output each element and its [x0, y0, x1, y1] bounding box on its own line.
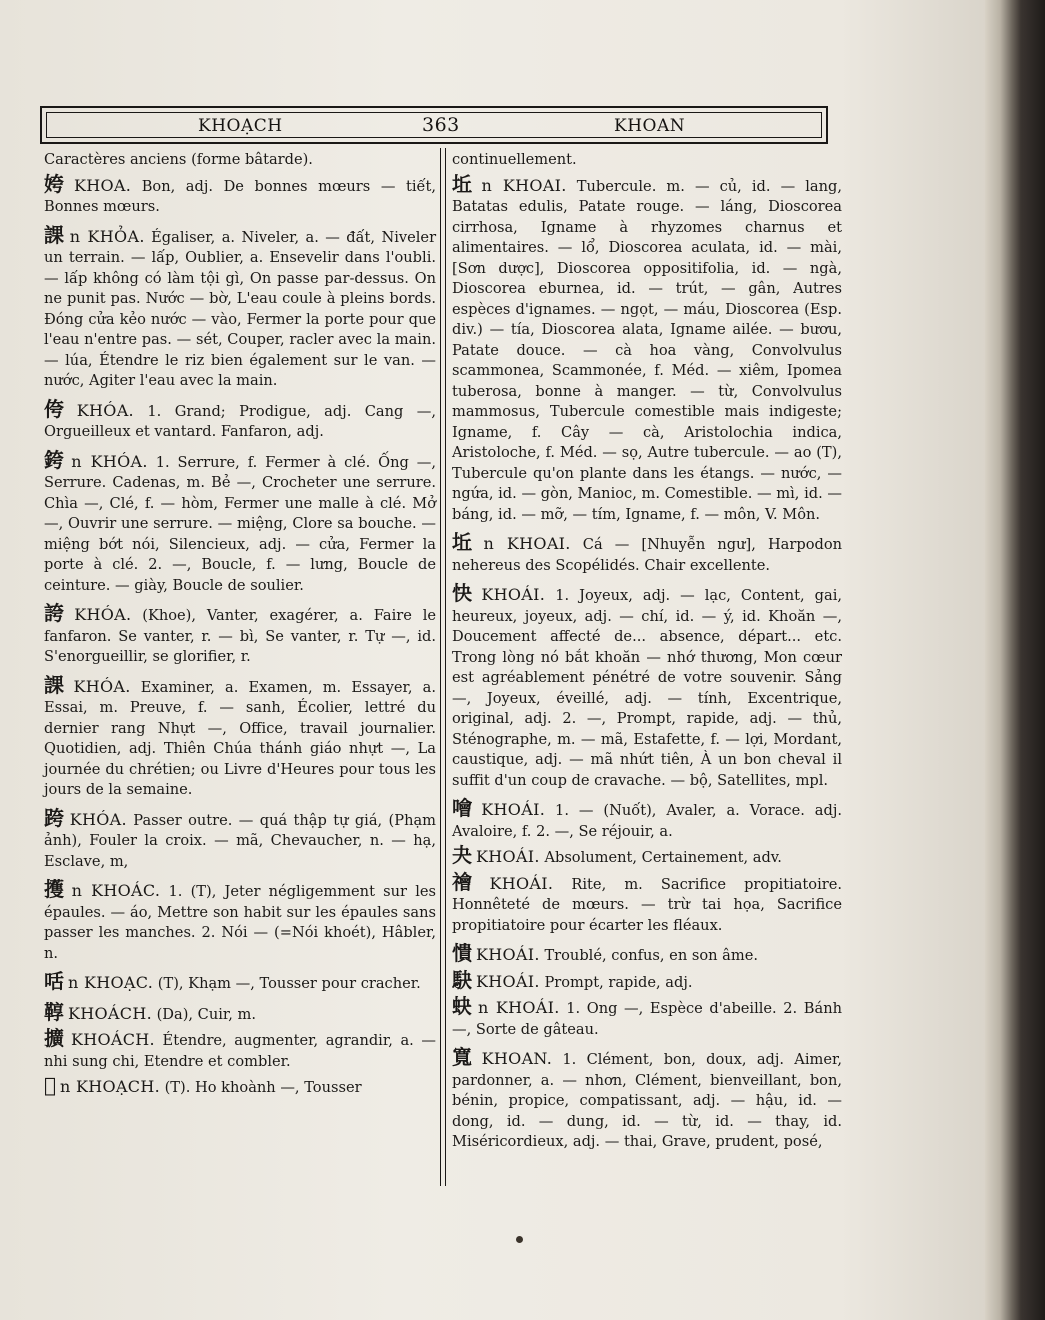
dictionary-entry	[44, 1075, 436, 1099]
chinese-character: 鞟	[44, 999, 64, 1024]
chinese-character: 憒	[452, 941, 472, 965]
entry-headword: KHOÁCH.	[68, 1003, 152, 1023]
dictionary-entry: Caractères anciens (forme bâtarde).	[44, 151, 313, 168]
entry-headword: KHOÁI.	[481, 585, 546, 604]
dictionary-entry	[452, 967, 842, 994]
dictionary-entry	[44, 396, 437, 443]
entry-definition: 1. — (Nuốt), Avaler, a. Vorace. adj. Avaloire, f. 2. —, Se réjouir, a.	[452, 802, 842, 840]
dictionary-entry	[452, 1047, 842, 1153]
dictionary-entry	[44, 222, 437, 392]
entry-definition: Bon, adj. De bonnes mœurs — tiết, Bonnes mœurs.	[44, 177, 437, 215]
entry-definition: 1. Clément, bon, doux, adj. Aimer, pardonner, a. — nhơn, Clément, bienveillant, bon, bénin, propice, compatissant, adj. — hậu, id. — dong, id. — dung, id. — từ, id. — thay, id. Miséricordieux, adj. — thai, Grave, prudent, posé,	[452, 1051, 842, 1150]
entry-definition: (Da), Cuir, m.	[156, 1005, 257, 1023]
dictionary-entry	[44, 879, 436, 964]
dictionary-entry	[44, 971, 436, 995]
entry-headword: n KHOÁI.	[477, 998, 560, 1017]
entry-definition: (T), Khạm —, Tousser pour cracher.	[157, 975, 421, 992]
header-left-word: KHOẠCH	[198, 116, 283, 136]
ink-spot-mark	[516, 1236, 523, 1243]
entry-headword: n KHOAI.	[481, 175, 567, 195]
chinese-character: 坵	[452, 530, 480, 554]
chinese-character: 駃	[452, 967, 472, 992]
chinese-character: 銙	[44, 447, 68, 472]
entry-headword: KHÓA.	[76, 400, 134, 420]
entry-headword: KHÓA.	[73, 676, 131, 696]
entry-headword: KHOAN.	[481, 1049, 553, 1068]
entry-headword: KHÓA.	[69, 809, 127, 829]
entry-headword: KHOA.	[73, 175, 132, 195]
entry-definition: Rite, m. Sacrifice propitiatoire. Honnêteté de mœurs. — trừ tai họa, Sacrifice propitiatoire pour écarter les fléaux.	[452, 875, 843, 934]
entry-headword: n KHỎA.	[69, 226, 145, 246]
entry-headword: KHOÁI.	[476, 971, 540, 991]
left-column	[44, 150, 436, 1106]
entry-definition: Examiner, a. Examen, m. Essayer, a. Essai, m. Preuve, f. — sanh, Écolier, lettré du dernier rang Nhựt —, Office, travail journalier. Quotidien, adj. Thiên Chúa thánh giáo nhựt —, La journée du chrétien; ou Livre d'Heures pour tous les jours de la semaine.	[44, 678, 437, 798]
chinese-character: 課	[44, 222, 66, 247]
entry-definition: 1. (T), Jeter négligemment sur les épaules. — áo, Mettre son habit sur les épaules sans passer les manches. 2. Nói — (=Nói khoét), Hâbler, n.	[44, 883, 436, 962]
entry-headword: KHÓA.	[74, 605, 132, 624]
chinese-character: 夬	[452, 843, 472, 867]
chinese-character: 咶	[44, 969, 64, 993]
dictionary-entry	[44, 171, 437, 218]
entry-definition: Égaliser, a. Niveler, a. — đất, Niveler un terrain. — lấp, Oublier, a. Ensevelir dans l'oubli. — lấp không có làm tội gì, On passe par-dessus. On ne punit pas. Nước — bờ, L'eau coule à pleins bords. Đóng cửa kẻo nước — vào, Fermer la porte pour que l'eau n'entre pas. — sét, Couper, racler avec la main. — lúa, Étendre le riz bien également sur le van. — nước, Agiter l'eau avec la main.	[44, 228, 437, 389]
chinese-character: 課	[44, 672, 70, 697]
dictionary-entry	[44, 999, 436, 1026]
entry-headword: n KHOÁC.	[71, 881, 161, 900]
dictionary-entry	[452, 171, 843, 526]
entry-headword: KHOÁI.	[481, 800, 546, 819]
book-page-edge	[985, 0, 1045, 1320]
chinese-character: 蚗	[452, 994, 474, 1018]
chinese-character: 擭	[44, 877, 68, 901]
entry-definition: 1. Joyeux, adj. — lạc, Content, gai, heureux, joyeux, adj. — chí, id. — ý, id. Khoăn —, Doucement affecté de... absence, départ... etc. Trong lòng nó bắt khoăn — nhớ thương, Mon cœur est agréablement pénétré de votre souvenir. Sảng —, Joyeux, éveillé, adj. — tính, Excentrique, original, adj. 2. —, Prompt, rapide, adj. — thủ, Sténographe, m. — mã, Estafette, f. — lợi, Mordant, caustique, adj. — mã nhứt tiên, À un bon cheval il suffit d'un coup de cravache. — bộ, Satellites, mpl.	[452, 587, 843, 789]
chinese-character: 侉	[44, 396, 73, 421]
entry-definition: Troublé, confus, en son âme.	[544, 947, 758, 964]
dictionary-entry	[452, 798, 842, 842]
dictionary-entry	[452, 532, 842, 576]
entry-definition: 1. Grand; Prodigue, adj. Cang —, Orgueilleux et vantard. Fanfaron, adj.	[44, 402, 437, 440]
chinese-character: 噲	[452, 796, 478, 820]
dictionary-entry	[44, 1028, 436, 1072]
entry-headword: n KHOAI.	[483, 534, 571, 553]
entry-headword: KHOÁI.	[476, 945, 540, 964]
header-right-word: KHOAN	[614, 116, 686, 136]
running-header	[40, 106, 828, 144]
dictionary-entry	[452, 845, 842, 869]
dictionary-entry	[44, 672, 437, 801]
entry-definition: 1. Ong —, Espèce d'abeille. 2. Bánh —, Sorte de gâteau.	[452, 1000, 843, 1038]
entry-definition: 1. Serrure, f. Fermer à clé. Ống —, Serrure. Cadenas, m. Bẻ —, Crocheter une serrure. Chìa —, Clé, f. — hòm, Fermer une malle à clé. Mở —, Ouvrir une serrure. — miệng, Clore sa bouche. — miệng bớt nói, Silencieux, adj. — cửa, Fermer la porte à clé. 2. —, Boucle, f. — lưng, Boucle de ceinture. — giày, Boucle de soulier.	[44, 453, 437, 594]
chinese-character: 姱	[44, 171, 70, 196]
dictionary-entry	[452, 943, 842, 967]
dictionary-entry	[44, 603, 436, 668]
chinese-character: 坵	[452, 171, 478, 196]
entry-headword: KHOÁI.	[489, 873, 554, 893]
chinese-character: 擴	[44, 1026, 67, 1050]
entry-definition: (T). Ho khoành —, Tousser	[164, 1079, 362, 1096]
dictionary-entry	[44, 805, 437, 873]
chinese-character: 禬	[452, 869, 486, 894]
page-number: 363	[422, 114, 460, 136]
entry-headword: n KHÓA.	[71, 451, 148, 471]
dictionary-entry	[44, 447, 437, 597]
entry-definition: Étendre, augmenter, agrandir, a. — nhi sung chi, Etendre et combler.	[44, 1032, 437, 1070]
entry-definition: Absolument, Certainement, adv.	[544, 849, 782, 866]
chinese-character: 快	[452, 581, 478, 605]
entry-headword: KHOÁCH.	[70, 1030, 155, 1049]
dictionary-entry: continuellement.	[452, 151, 577, 168]
entry-headword: n KHOẠC.	[68, 973, 154, 992]
column-divider	[440, 148, 446, 1186]
entry-definition: Tubercule. m. — củ, id. — lang, Batatas edulis, Patate rouge. — láng, Dioscorea cirrhosa, Igname à rhyzomes charnus et alimentaires. — lổ, Dioscorea aculata, id. — mài, [Sơn dược], Dioscorea oppositifolia, id. — ngà, Dioscorea eburnea, id. — trút, — gân, Autres espèces d'ignames. — ngọt, — máu, Dioscorea (Esp. div.) — tía, Dioscorea alata, Igname ailée. — bươu, Patate douce. — cà hoa vàng, Convolvulus scammonea, Scammonée, f. Méd. — xiêm, Ipomea tuberosa, bonne à manger. — từ, Convolvulus mammosus, Tubercule comestible mais indigeste; Igname, f. Cây — cà, Aristolochia indica, Aristoloche, f. Méd. — sọ, Autre tubercule. — ao (T), Tubercule qu'on plante dans les étangs. — nước, — ngứa, id. — gòn, Manioc, m. Comestible. — mì, id. — báng, id. — mỡ, — tím, Igname, f. — môn, V. Môn.	[452, 177, 843, 523]
entry-definition: (Khoe), Vanter, exagérer, a. Faire le fanfaron. Se vanter, r. — bì, Se vanter, r. Tự —, id. S'enorgueillir, se glorifier, r.	[44, 607, 437, 665]
right-column	[452, 150, 842, 1160]
entry-definition: Passer outre. — quá thập tự giá, (Phạm ảnh), Fouler la croix. — mã, Chevaucher, n. — hạ, Esclave, m,	[44, 811, 437, 870]
entry-definition: Cá — [Nhuyễn ngư], Harpodon nehereus des Scopélidés. Chair excellente.	[452, 536, 843, 574]
chinese-character: 寬	[452, 1045, 478, 1069]
chinese-character: 𠹾	[44, 1073, 57, 1097]
dictionary-entry	[452, 869, 843, 937]
entry-headword: KHOÁI.	[476, 847, 540, 866]
entry-headword: n KHOẠCH.	[60, 1077, 160, 1096]
dictionary-entry	[452, 583, 842, 791]
entry-definition: Prompt, rapide, adj.	[544, 973, 693, 991]
chinese-character: 誇	[44, 601, 71, 625]
dictionary-entry	[452, 996, 842, 1040]
chinese-character: 跨	[44, 805, 66, 830]
